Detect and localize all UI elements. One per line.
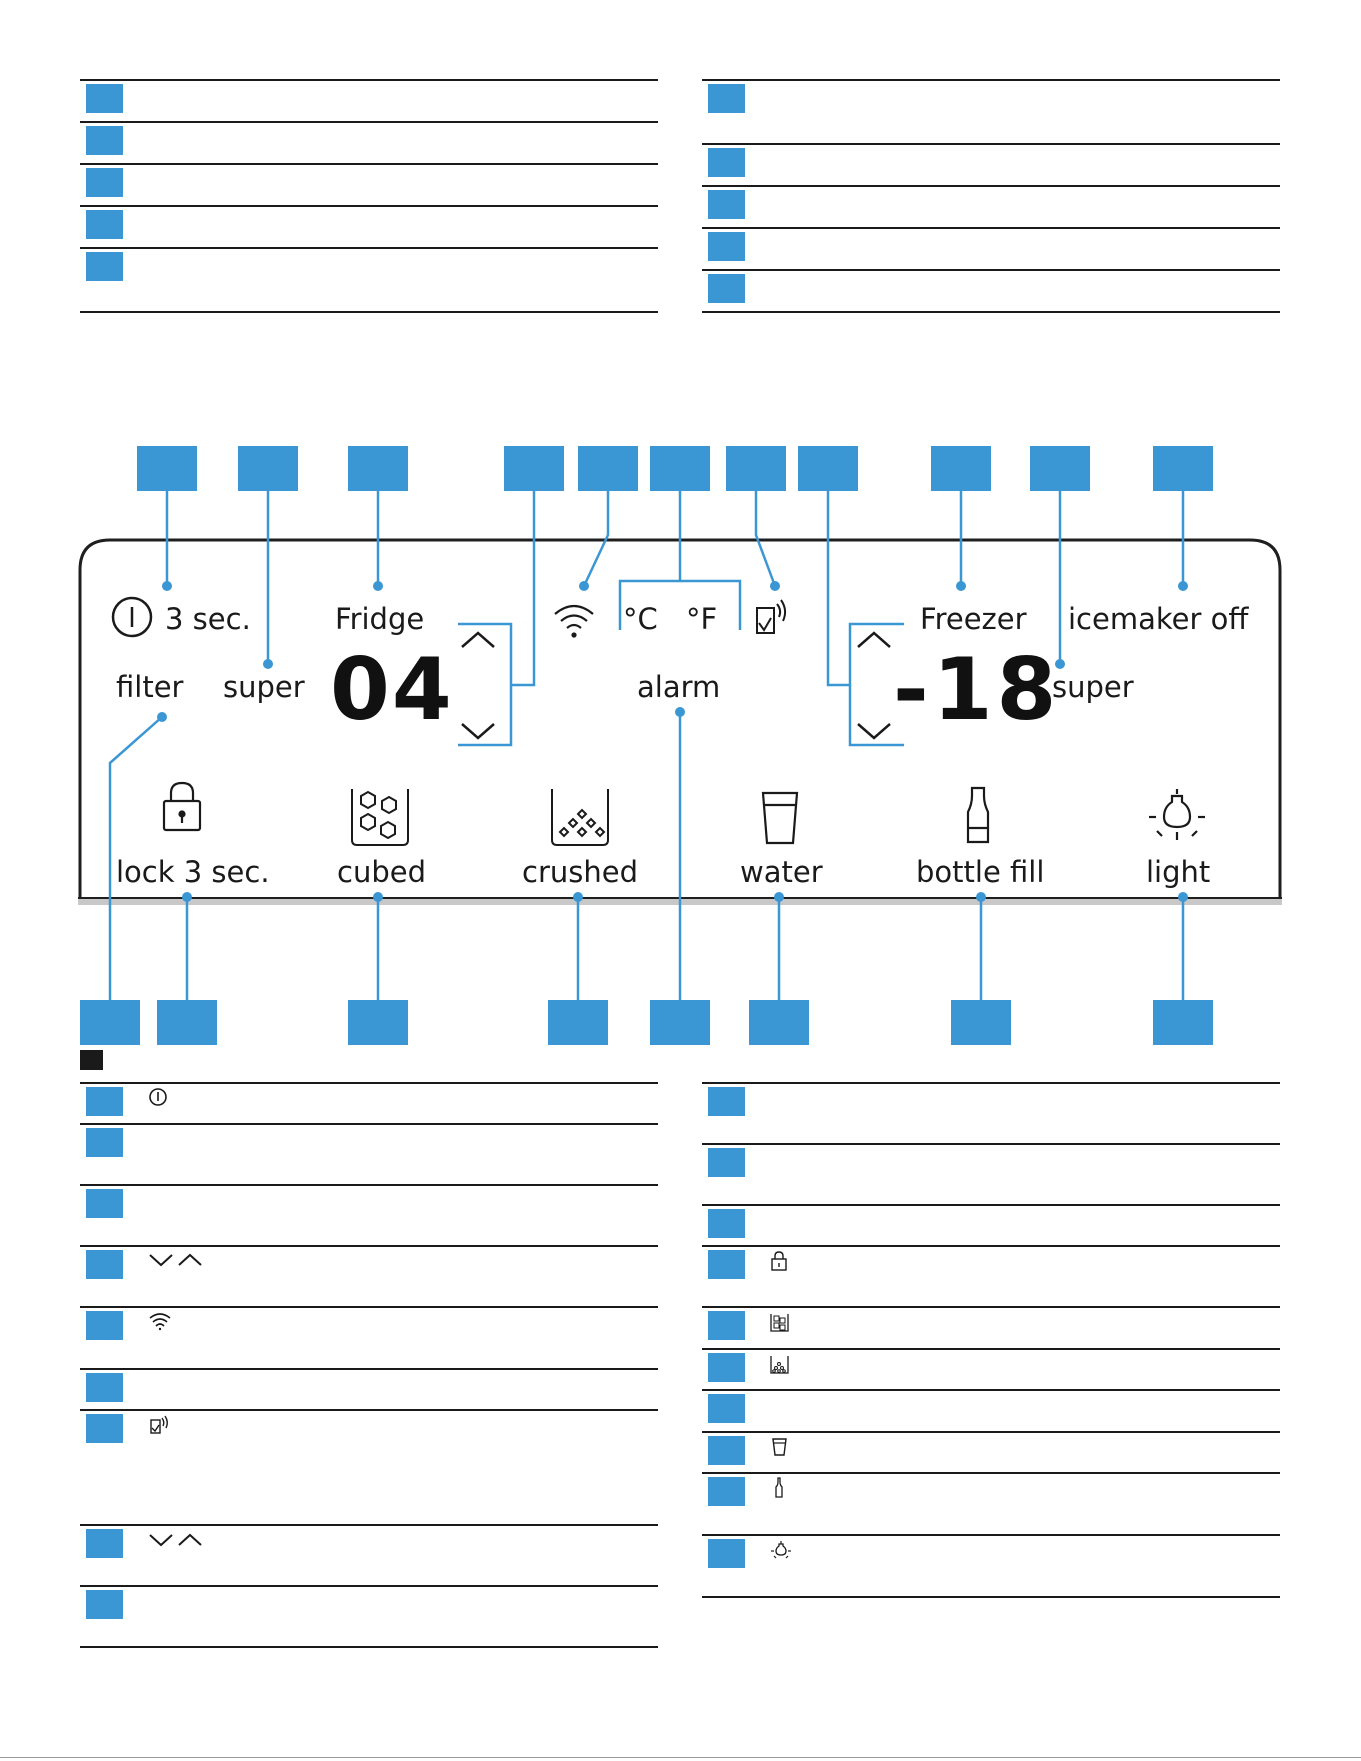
lock-label: lock 3 sec. xyxy=(116,855,270,889)
pointer-dot xyxy=(675,707,685,717)
table-rule xyxy=(80,79,658,81)
control-panel-diagram xyxy=(0,430,1361,1070)
chevron-down-icon[interactable] xyxy=(858,724,890,738)
callout-badge xyxy=(86,84,123,113)
wifi-icon xyxy=(555,606,593,637)
table-rule xyxy=(702,227,1280,229)
callout-badge-light xyxy=(1153,1000,1213,1045)
light-label: light xyxy=(1146,855,1211,889)
alarm-label[interactable]: alarm xyxy=(637,670,721,704)
table-rule xyxy=(80,1585,658,1587)
callout-badge-filter xyxy=(80,1000,140,1045)
icemaker-label[interactable]: icemaker off xyxy=(1068,602,1249,636)
chevron-down-up-icon xyxy=(146,1250,226,1284)
lock-icon xyxy=(768,1250,848,1284)
callout-badge-water xyxy=(749,1000,809,1045)
chevron-down-up-icon xyxy=(146,1530,226,1564)
callout-badge-home-connect xyxy=(726,446,786,491)
bottom-callout-badges xyxy=(80,1000,1213,1070)
callout-badge xyxy=(708,190,745,219)
callout-badge-units xyxy=(650,446,710,491)
crushed-label: crushed xyxy=(522,855,638,889)
table-rule xyxy=(702,1596,1280,1598)
pointer-dot xyxy=(162,581,172,591)
pointer-dot xyxy=(157,712,167,722)
callout-badge xyxy=(708,1477,745,1506)
pointer-dot xyxy=(573,892,583,902)
callout-badge xyxy=(708,1353,745,1382)
fridge-temperature: 04 xyxy=(330,640,454,740)
figure-marker xyxy=(80,1050,103,1070)
filter-label[interactable]: filter xyxy=(116,670,184,704)
top-callout-badges xyxy=(137,446,1213,491)
pointer-dot xyxy=(976,892,986,902)
callout-badge xyxy=(86,1087,123,1116)
table-rule xyxy=(702,143,1280,145)
callout-badge xyxy=(708,1209,745,1238)
light-bulb-icon xyxy=(768,1539,848,1573)
callout-badge xyxy=(86,126,123,155)
callout-badge xyxy=(708,1539,745,1568)
table-rule xyxy=(702,1204,1280,1206)
fridge-label: Fridge xyxy=(335,602,425,636)
freezer-label: Freezer xyxy=(920,602,1027,636)
wifi-icon xyxy=(146,1310,226,1344)
table-rule xyxy=(702,1245,1280,1247)
table-rule xyxy=(80,205,658,207)
table-rule xyxy=(702,1143,1280,1145)
power-hold-label: 3 sec. xyxy=(165,602,251,636)
callout-badge xyxy=(86,1311,123,1340)
pointer-dot xyxy=(1178,581,1188,591)
callout-badge xyxy=(708,1311,745,1340)
chevron-down-icon[interactable] xyxy=(462,724,494,738)
callout-badge-cubed xyxy=(348,1000,408,1045)
crushed-ice-icon[interactable] xyxy=(552,789,608,845)
table-rule xyxy=(80,1123,658,1125)
table-rule xyxy=(702,269,1280,271)
table-rule xyxy=(80,1524,658,1526)
callout-badge-super-fridge xyxy=(238,446,298,491)
table-rule xyxy=(80,121,658,123)
table-rule xyxy=(702,1082,1280,1084)
pointer-dot xyxy=(956,581,966,591)
bottle-fill-label: bottle fill xyxy=(916,855,1045,889)
callout-badge-freezer xyxy=(931,446,991,491)
callout-badge xyxy=(86,210,123,239)
table-rule xyxy=(702,1472,1280,1474)
table-rule xyxy=(702,311,1280,313)
chevron-up-icon[interactable] xyxy=(858,633,890,647)
table-rule xyxy=(80,247,658,249)
callout-badge xyxy=(708,148,745,177)
table-rule xyxy=(80,1646,658,1648)
callout-badge xyxy=(708,274,745,303)
table-rule xyxy=(702,79,1280,81)
celsius-label[interactable]: °C xyxy=(623,602,658,636)
table-rule xyxy=(80,1368,658,1370)
table-rule xyxy=(702,1306,1280,1308)
ice-cubes-icon[interactable] xyxy=(352,789,408,845)
fahrenheit-label[interactable]: °F xyxy=(686,602,718,636)
lock-icon[interactable] xyxy=(164,783,200,830)
callout-badge xyxy=(708,1436,745,1465)
cubed-label: cubed xyxy=(337,855,426,889)
table-rule xyxy=(80,163,658,165)
callout-badge xyxy=(708,1394,745,1423)
power-icon xyxy=(146,1086,226,1120)
callout-badge-alarm xyxy=(650,1000,710,1045)
callout-badge-fridge-temp-buttons xyxy=(504,446,564,491)
water-label: water xyxy=(740,855,823,889)
pointer-dot xyxy=(770,581,780,591)
callout-badge xyxy=(708,232,745,261)
pointer-freezer-temp-buttons xyxy=(828,491,850,685)
pointer-dot xyxy=(263,659,273,669)
power-icon[interactable] xyxy=(113,598,151,636)
callout-badge xyxy=(708,84,745,113)
table-rule xyxy=(80,1245,658,1247)
callout-badge-freezer-temp-buttons xyxy=(798,446,858,491)
pointer-dot xyxy=(373,892,383,902)
crushed-ice-icon xyxy=(768,1354,848,1388)
callout-badge-lock xyxy=(157,1000,217,1045)
pointer-fridge-temp-buttons xyxy=(511,491,534,685)
table-rule xyxy=(80,1306,658,1308)
table-rule xyxy=(702,1431,1280,1433)
page-bottom-rule xyxy=(0,1757,1361,1758)
callout-badge xyxy=(86,1529,123,1558)
callout-badge xyxy=(86,1414,123,1443)
table-rule xyxy=(702,185,1280,187)
callout-badge xyxy=(86,1373,123,1402)
callout-badge-power xyxy=(137,446,197,491)
home-connect-icon xyxy=(146,1414,226,1448)
water-glass-icon xyxy=(768,1436,848,1470)
freezer-temperature: -18 xyxy=(893,640,1061,740)
home-connect-icon xyxy=(757,600,785,633)
super-fridge-label[interactable]: super xyxy=(223,670,305,704)
callout-badge xyxy=(708,1148,745,1177)
pointer-dot xyxy=(774,892,784,902)
pointer-dot xyxy=(579,581,589,591)
pointer-dot xyxy=(182,892,192,902)
table-rule xyxy=(80,1184,658,1186)
pointer-dot xyxy=(373,581,383,591)
callout-badge-icemaker xyxy=(1153,446,1213,491)
table-rule xyxy=(80,1082,658,1084)
ice-cubes-icon xyxy=(768,1312,848,1346)
light-bulb-icon[interactable] xyxy=(1149,789,1205,840)
super-freezer-label[interactable]: super xyxy=(1052,670,1134,704)
table-rule xyxy=(80,1409,658,1411)
callout-badge xyxy=(86,1590,123,1619)
callout-badge xyxy=(708,1087,745,1116)
table-rule xyxy=(702,1389,1280,1391)
table-rule xyxy=(702,1348,1280,1350)
callout-badge-fridge xyxy=(348,446,408,491)
callout-badge xyxy=(86,1128,123,1157)
table-rule xyxy=(80,311,658,313)
callout-badge xyxy=(708,1250,745,1279)
callout-badge xyxy=(86,252,123,281)
callout-badge-super-freezer xyxy=(1030,446,1090,491)
bottle-icon xyxy=(768,1477,848,1511)
chevron-up-icon[interactable] xyxy=(462,633,494,647)
water-glass-icon[interactable] xyxy=(763,793,797,843)
callout-badge xyxy=(86,1250,123,1279)
callout-badge xyxy=(86,168,123,197)
callout-badge-bottle-fill xyxy=(951,1000,1011,1045)
table-rule xyxy=(702,1534,1280,1536)
callout-badge-crushed xyxy=(548,1000,608,1045)
callout-badge-wifi xyxy=(578,446,638,491)
bottle-icon[interactable] xyxy=(968,788,988,842)
pointer-dot xyxy=(1178,892,1188,902)
callout-badge xyxy=(86,1189,123,1218)
